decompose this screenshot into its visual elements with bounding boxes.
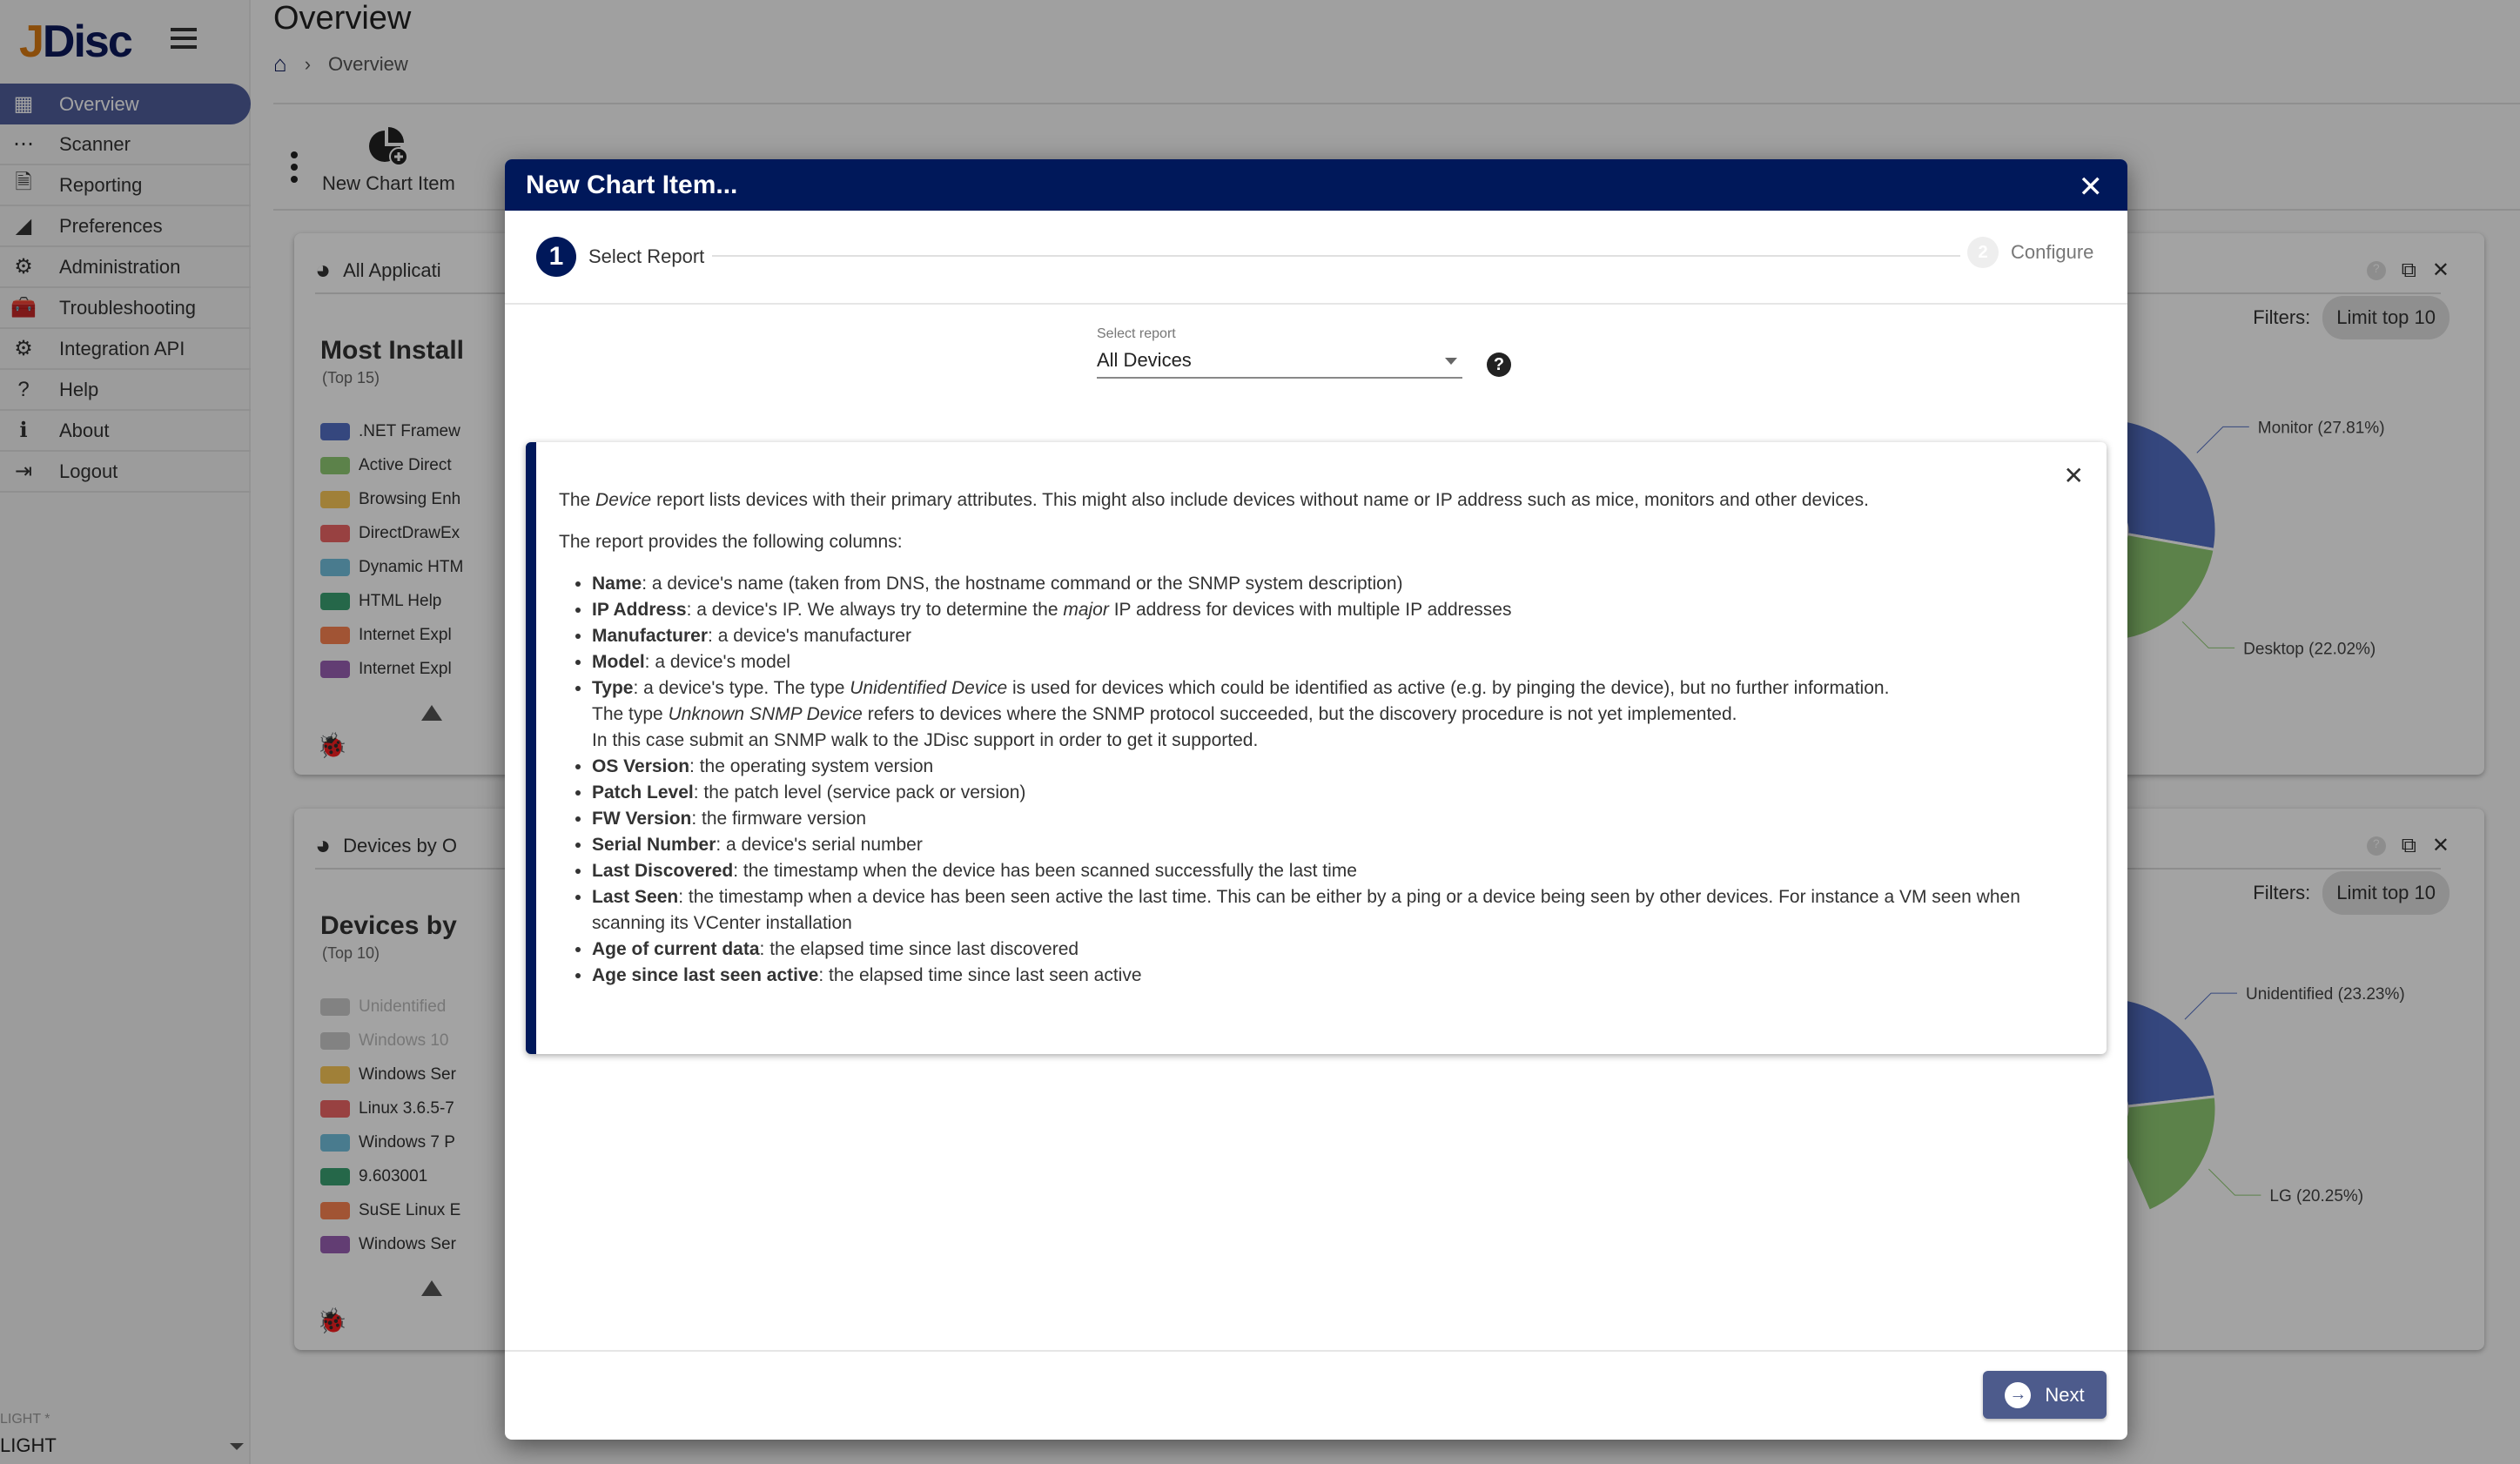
column-name: Age since last seen active	[592, 965, 819, 985]
text-segment: Device	[595, 490, 652, 510]
next-button[interactable]	[1983, 1371, 2107, 1419]
column-name: Last Discovered	[592, 861, 734, 881]
close-icon[interactable]: ✕	[2431, 834, 2449, 857]
breadcrumb-item[interactable]: Overview	[328, 52, 408, 75]
column-description	[592, 675, 2086, 754]
column-description	[592, 623, 2086, 649]
text-segment: refers to devices where the SNMP protocol succeeded, but the discovery procedure is not yet implemented.	[862, 704, 1737, 724]
chart-subtitle: (Top 10)	[322, 944, 380, 962]
text-segment: The type	[592, 704, 669, 724]
arrow-right-icon: →	[2005, 1382, 2031, 1408]
legend-label: Internet Expl	[359, 659, 452, 678]
column-name: IP Address	[592, 600, 687, 620]
theme-value: LIGHT	[0, 1434, 57, 1456]
pie-chart-icon: ◕	[315, 256, 332, 285]
gear-icon: ⚙	[14, 255, 33, 279]
sidebar-item-label: Logout	[59, 460, 118, 482]
legend-label: Windows Ser	[359, 1234, 456, 1253]
text-segment: : the timestamp when the device has been scanned successfully the last time	[733, 861, 1357, 881]
step-number: 1	[536, 237, 576, 277]
filter-chip[interactable]: Limit top 10	[2322, 871, 2449, 915]
dialog-title: New Chart Item...	[505, 159, 2127, 211]
new-chart-item-dialog	[505, 159, 2127, 1440]
text-segment: : a device's IP. We always try to determine the	[686, 600, 1064, 620]
columns-intro: The report provides the following columns:	[559, 532, 903, 552]
sidebar-item-label: Integration API	[59, 337, 185, 359]
dashboard-icon: ▦	[13, 92, 34, 116]
help-icon[interactable]: ?	[2367, 836, 2386, 856]
step-number: 2	[1967, 237, 1999, 268]
text-segment: Unknown SNMP Device	[668, 704, 863, 724]
restore-size-icon[interactable]: ⧉	[2401, 258, 2416, 282]
legend-label: 9.603001	[359, 1166, 428, 1185]
column-description	[592, 937, 2086, 963]
column-description	[592, 806, 2086, 832]
chart-subtitle: (Top 15)	[322, 369, 380, 386]
pie-label: LG (20.25%)	[2269, 1187, 2364, 1206]
pie-label: Unidentified (23.23%)	[2246, 985, 2405, 1004]
home-icon[interactable]: ⌂	[273, 50, 287, 77]
text-segment: IP address for devices with multiple IP addresses	[1108, 600, 1512, 620]
text-segment: major	[1063, 600, 1109, 620]
text-segment: The	[559, 490, 596, 510]
bug-icon[interactable]: 🐞	[317, 732, 347, 759]
legend-label: .NET Framew	[359, 421, 460, 440]
column-description	[592, 649, 2086, 675]
filters-label: Filters:	[2253, 882, 2311, 903]
filter-chip[interactable]: Limit top 10	[2322, 296, 2449, 339]
pie-label: Desktop (22.02%)	[2243, 640, 2376, 659]
help-icon[interactable]: ?	[2367, 261, 2386, 280]
legend-label: HTML Help	[359, 591, 442, 610]
pie-chart-icon: ◕	[315, 831, 332, 860]
column-description	[592, 963, 2086, 989]
legend-label: Browsing Enh	[359, 489, 461, 508]
sidebar-item-label: About	[59, 419, 110, 441]
report-intro	[559, 487, 2086, 514]
column-name: Serial Number	[592, 835, 716, 855]
select-report-field[interactable]	[1097, 326, 1462, 379]
text-segment: : the operating system version	[689, 756, 934, 776]
report-search-icon: 🗎	[15, 171, 32, 194]
text-segment: In this case submit an SNMP walk to the JDisc support in order to get it supported.	[592, 730, 1259, 750]
column-description	[592, 884, 2086, 937]
close-dialog-icon[interactable]: ✕	[2078, 171, 2103, 204]
chevron-right-icon: ›	[304, 52, 312, 75]
step-label: Configure	[2011, 241, 2094, 263]
page-title: Overview	[273, 0, 412, 37]
column-name: Name	[592, 574, 642, 594]
column-description	[592, 832, 2086, 858]
help-icon[interactable]: ?	[1487, 353, 1511, 377]
text-segment: : the timestamp when a device has been seen active the last time. This can be either by a ping or a device being seen by other devices. For instance a VM seen when scanning its VCenter installation	[592, 887, 2020, 933]
preferences-icon: ◢	[15, 214, 32, 238]
legend-label: Internet Expl	[359, 625, 452, 644]
legend-label: Unidentified	[359, 997, 447, 1016]
text-segment: : the elapsed time since last seen active	[818, 965, 1142, 985]
select-report-value: All Devices	[1097, 349, 1192, 371]
text-segment: is used for devices which could be identified as active (e.g. by pinging the device), but no further information.	[1007, 678, 1890, 698]
dialog-footer-divider	[505, 1350, 2127, 1352]
jdisc-logo: JDisc	[19, 17, 131, 67]
text-segment: Unidentified Device	[850, 678, 1008, 698]
column-name: Model	[592, 652, 645, 672]
close-icon[interactable]: ✕	[2431, 259, 2449, 282]
sidebar-item-label: Scanner	[59, 132, 131, 155]
pie-label: Monitor (27.81%)	[2257, 419, 2385, 438]
stepper	[505, 211, 2127, 305]
api-gear-icon: ⚙	[14, 337, 33, 360]
sidebar-item-label: Help	[59, 378, 99, 400]
text-segment: : a device's type. The type	[633, 678, 850, 698]
new-chart-item-label: New Chart Item	[322, 172, 455, 194]
column-name: Patch Level	[592, 782, 694, 803]
scanner-icon: ⋯	[13, 132, 34, 156]
step-configure[interactable]	[1967, 237, 2093, 268]
next-label: Next	[2045, 1383, 2085, 1406]
legend-label: Windows 7 P	[359, 1132, 455, 1152]
column-name: FW Version	[592, 809, 692, 829]
step-select-report[interactable]	[536, 237, 704, 277]
columns-list	[592, 571, 2086, 989]
column-description	[592, 597, 2086, 623]
column-description	[592, 858, 2086, 884]
toolbox-icon: 🧰	[10, 296, 37, 319]
legend-label: DirectDrawEx	[359, 523, 460, 542]
card-title: Devices by O	[343, 835, 457, 856]
column-description	[592, 754, 2086, 780]
close-description-icon[interactable]: ✕	[2063, 462, 2084, 489]
logout-icon: ⇥	[14, 460, 33, 483]
theme-label: LIGHT *	[0, 1412, 50, 1427]
column-name: Manufacturer	[592, 626, 709, 646]
sidebar-item-label: Reporting	[59, 173, 143, 196]
legend-label: Linux 3.6.5-7	[359, 1098, 454, 1118]
legend-label: Active Direct	[359, 455, 452, 474]
chart-heading: Devices by	[320, 911, 457, 940]
text-segment: : a device's name (taken from DNS, the hostname command or the SNMP system description)	[642, 574, 1403, 594]
help-icon: ?	[17, 377, 30, 401]
column-name: Age of current data	[592, 939, 760, 959]
column-name: Last Seen	[592, 887, 679, 907]
sidebar-item-label: Preferences	[59, 214, 163, 237]
chart-heading: Most Install	[320, 336, 465, 365]
text-segment: : the firmware version	[691, 809, 867, 829]
report-description-panel	[526, 442, 2107, 1054]
card-title: All Applicati	[343, 259, 441, 281]
bug-icon[interactable]: 🐞	[317, 1307, 347, 1334]
legend-label: Dynamic HTM	[359, 557, 464, 576]
text-segment: : a device's model	[644, 652, 791, 672]
legend-label: Windows Ser	[359, 1064, 456, 1084]
step-label: Select Report	[588, 245, 705, 267]
sidebar-item-label: Troubleshooting	[59, 296, 196, 319]
text-segment: : the elapsed time since last discovered	[759, 939, 1079, 959]
text-segment: report lists devices with their primary attributes. This might also include devices without name or IP address such as mice, monitors and other devices.	[651, 490, 1869, 510]
text-segment: : a device's manufacturer	[708, 626, 911, 646]
stepper-line	[712, 255, 1960, 257]
restore-size-icon[interactable]: ⧉	[2401, 833, 2416, 857]
filters-label: Filters:	[2253, 306, 2311, 328]
legend-label: SuSE Linux E	[359, 1200, 461, 1219]
legend-label: Windows 10	[359, 1031, 449, 1050]
sidebar-item-label: Overview	[59, 92, 139, 115]
select-report-label: Select report	[1097, 326, 1176, 341]
text-segment: : the patch level (service pack or version)	[693, 782, 1026, 803]
about-icon: ℹ	[19, 419, 28, 442]
column-name: OS Version	[592, 756, 690, 776]
text-segment: : a device's serial number	[716, 835, 923, 855]
column-description	[592, 780, 2086, 806]
column-name: Type	[592, 678, 634, 698]
column-description	[592, 571, 2086, 597]
sidebar-item-label: Administration	[59, 255, 181, 278]
dropdown-arrow-icon	[1445, 358, 1457, 371]
